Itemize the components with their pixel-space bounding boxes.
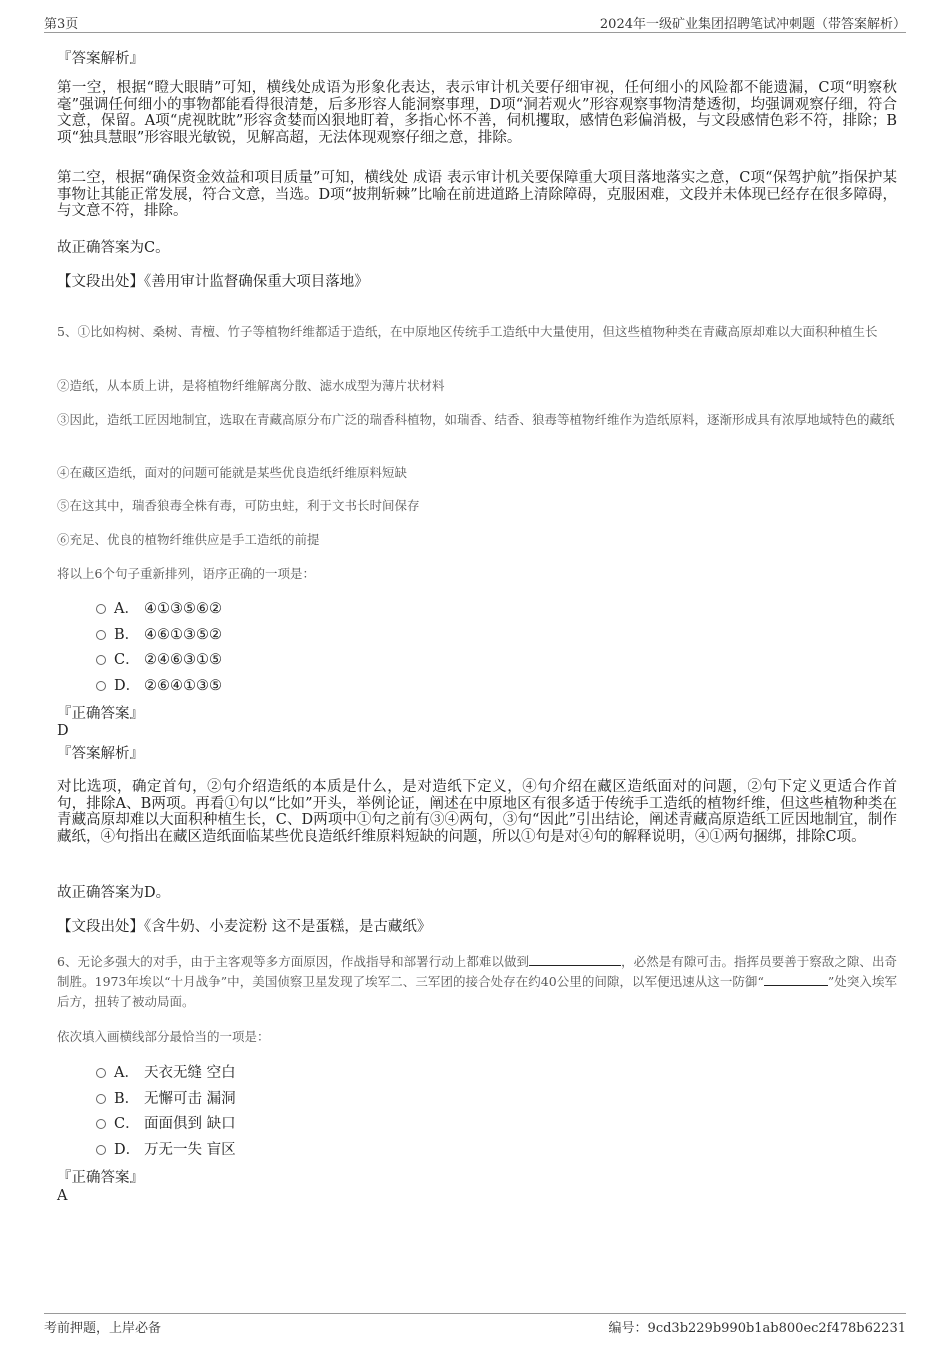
radio-icon[interactable]: [96, 681, 106, 691]
radio-icon[interactable]: [96, 1119, 106, 1129]
q5-sentence-4: ④在藏区造纸，面对的问题可能就是某些优良造纸纤维原料短缺: [57, 465, 408, 480]
option-key: A．: [114, 601, 139, 617]
q6-stem-part-1: 6、无论多强大的对手，由于主客观等多方面原因，作战指导和部署行动上都难以做到: [57, 954, 530, 969]
q6-option-c[interactable]: [96, 1115, 236, 1133]
option-text: ②④⑥③①⑤: [144, 652, 222, 668]
q6-blank-2: [764, 972, 828, 986]
page-footer: [44, 1313, 906, 1336]
q5-sentence-3: ③因此，造纸工匠因地制宜，选取在青藏高原分布广泛的瑞香科植物，如瑞香、结香、狼毒等植物纤维作为造纸原料，逐渐形成具有浓厚地域特色的藏纸: [57, 412, 895, 427]
q5-answer-label: 『正确答案』: [57, 706, 144, 722]
q5-analysis: 对比选项，确定首句，②句介绍造纸的本质是什么，是对造纸下定义，④句介绍在藏区造纸面对的问题，②句下定义更适合作首句，排除A、B两项。再看①句以“比如”开头，举例论证，阐述在中原地区有很多适于传统手工造纸的植物纤维，但这些植物种类在青藏高原却难以大面积种植生长，C、D两项中①句之前有③④两句，③句“因此”引出结论，阐述青藏高原造纸工匠因地制宜，制作藏纸，④句指出在藏区造纸面临某些优良造纸纤维原料短缺的问题，所以①句是对④句的解释说明，④①两句捆绑，排除C项。: [57, 779, 897, 845]
radio-icon[interactable]: [96, 604, 106, 614]
q5-prompt: 将以上6个句子重新排列，语序正确的一项是：: [57, 566, 315, 581]
q6-stem-part-2: ，必然是有隙可击。指挥员要善于察敌之隙、出奇制胜。1973年埃以“十月战争”中，美国侦察卫星发现了埃军二、三军团的接合处存在约40公里的间隙，以军便迅速从这一防御“: [57, 954, 897, 989]
q5-option-a[interactable]: [96, 600, 222, 618]
q6-option-a[interactable]: [96, 1064, 236, 1082]
q4-analysis-label: 『答案解析』: [57, 51, 144, 67]
document-title: 2024年一级矿业集团招聘笔试冲刺题（带答案解析）: [599, 17, 906, 32]
q5-sentence-6: ⑥充足、优良的植物纤维供应是手工造纸的前提: [57, 532, 320, 547]
option-key: D．: [114, 1142, 141, 1158]
document-id: 编号：9cd3b229b990b1ab800ec2f478b62231: [608, 1321, 906, 1336]
page-number: 第3页: [44, 17, 79, 32]
option-key: C．: [114, 652, 140, 668]
option-key: D．: [114, 678, 141, 694]
q4-analysis-p1: 第一空，根据“瞪大眼睛”可知，横线处成语为形象化表达，表示审计机关要仔细审视，任何细小的风险都不能遗漏，C项“明察秋毫”强调任何细小的事物都能看得很清楚，后多形容人能洞察事理，D项“洞若观火”形容观察事物清楚透彻，均强调观察仔细，符合文意，保留。A项“虎视眈眈”形容贪婪而凶狠地盯着，多指心怀不善，伺机攫取，感情色彩偏消极，与文段感情色彩不符，排除；B项“独具慧眼”形容眼光敏锐，见解高超，无法体现观察仔细之意，排除。: [57, 80, 897, 146]
q6-stem: [57, 952, 897, 1012]
page-header: [44, 10, 906, 33]
option-text: 天衣无缝 空白: [144, 1065, 236, 1081]
option-text: ②⑥④①③⑤: [144, 678, 222, 694]
option-key: C．: [114, 1116, 140, 1132]
radio-icon[interactable]: [96, 655, 106, 665]
option-key: A．: [114, 1065, 139, 1081]
q5-option-d[interactable]: [96, 677, 222, 695]
option-key: B．: [114, 627, 140, 643]
option-key: B．: [114, 1091, 140, 1107]
q6-blank-1: [529, 952, 621, 966]
option-text: 万无一失 盲区: [144, 1142, 236, 1158]
q6-answer: A: [57, 1188, 68, 1204]
q6-stem-part-3: ”处突入埃军后方，扭转了被动局面。: [57, 974, 897, 1009]
radio-icon[interactable]: [96, 1094, 106, 1104]
q5-answer: D: [57, 723, 69, 739]
q4-source: 【文段出处】《善用审计监督确保重大项目落地》: [57, 274, 369, 290]
q5-sentence-2: ②造纸，从本质上讲，是将植物纤维解离分散、滤水成型为薄片状材料: [57, 378, 445, 393]
q5-sentence-1: 5、①比如构树、桑树、青檀、竹子等植物纤维都适于造纸，在中原地区传统手工造纸中大量使用，但这些植物种类在青藏高原却难以大面积种植生长: [57, 324, 878, 339]
q4-analysis-p2: 第二空，根据“确保资金效益和项目质量”可知，横线处 成语 表示审计机关要保障重大项目落地落实之意，C项“保驾护航”指保护某事物让其能正常发展，符合文意，当选。D项“披荆斩棘”比喻在前进道路上清除障碍，克服困难，文段并未体现已经存在很多障碍，与文意不符，排除。: [57, 170, 897, 219]
radio-icon[interactable]: [96, 1145, 106, 1155]
q6-option-b[interactable]: [96, 1090, 236, 1108]
footer-slogan: 考前押题，上岸必备: [44, 1321, 162, 1336]
q5-sentence-5: ⑤在这其中，瑞香狼毒全株有毒，可防虫蛀，利于文书长时间保存: [57, 498, 420, 513]
q6-option-d[interactable]: [96, 1141, 236, 1159]
q6-prompt: 依次填入画横线部分最恰当的一项是：: [57, 1029, 270, 1044]
radio-icon[interactable]: [96, 1068, 106, 1078]
q5-option-b[interactable]: [96, 626, 222, 644]
radio-icon[interactable]: [96, 630, 106, 640]
q5-source: 【文段出处】《含牛奶、小麦淀粉 这不是蛋糕，是古藏纸》: [57, 919, 432, 935]
q5-conclusion: 故正确答案为D。: [57, 885, 171, 901]
option-text: 面面俱到 缺口: [144, 1116, 236, 1132]
option-text: ④①③⑤⑥②: [144, 601, 222, 617]
q5-analysis-label: 『答案解析』: [57, 746, 144, 762]
q6-answer-label: 『正确答案』: [57, 1170, 144, 1186]
q4-conclusion: 故正确答案为C。: [57, 240, 170, 256]
option-text: 无懈可击 漏洞: [144, 1091, 236, 1107]
option-text: ④⑥①③⑤②: [144, 627, 222, 643]
q5-option-c[interactable]: [96, 651, 222, 669]
